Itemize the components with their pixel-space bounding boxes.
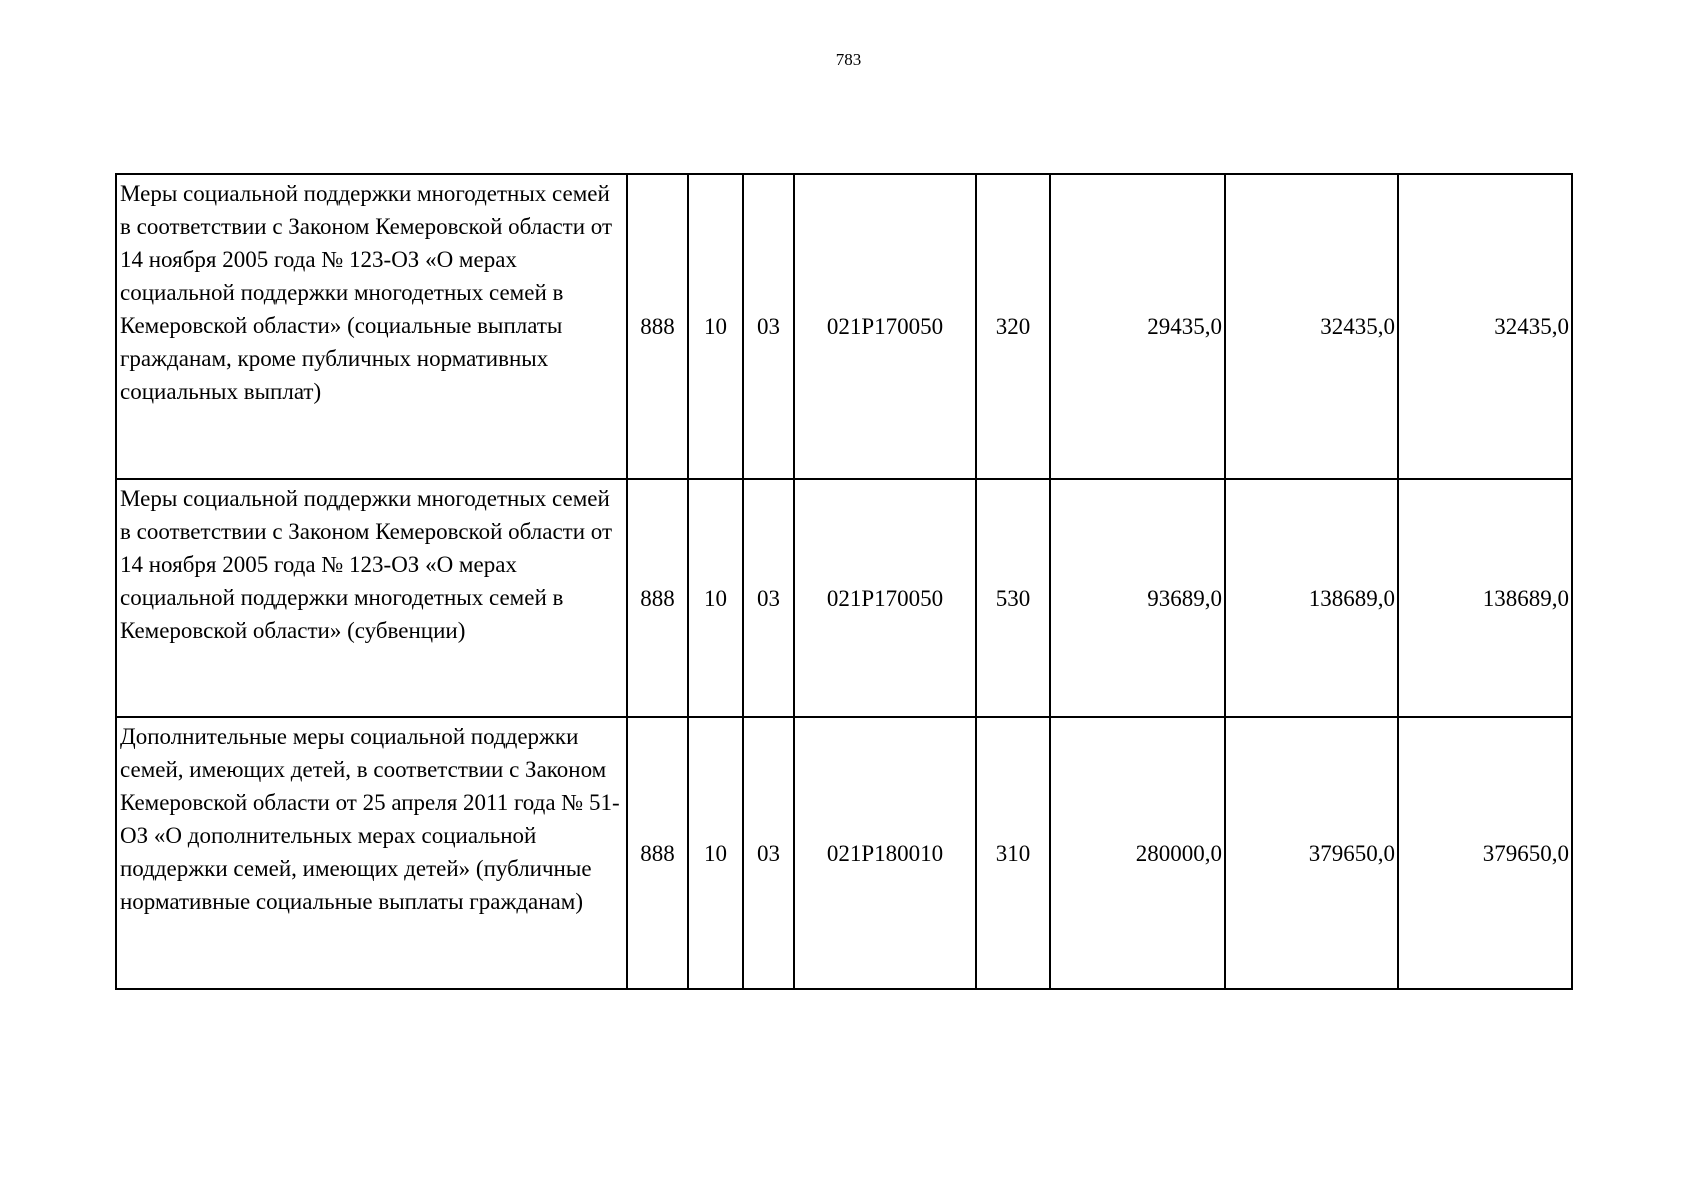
amount-3: 32435,0 — [1398, 174, 1572, 479]
target-article-code: 021P170050 — [794, 479, 976, 717]
amount-2: 32435,0 — [1225, 174, 1398, 479]
amount-3: 138689,0 — [1398, 479, 1572, 717]
amount-1: 280000,0 — [1050, 717, 1225, 989]
expense-type-code: 320 — [976, 174, 1050, 479]
row-description: Меры социальной поддержки многодетных семей в соответствии с Законом Кемеровской области от 14 ноября 2005 года № 123-ОЗ «О мерах социальной поддержки многодетных семей в Кемеровской области» (социальные выплаты гражданам, кроме публичных нормативных социальных выплат) — [116, 174, 627, 479]
section-code: 10 — [688, 174, 743, 479]
table-row — [116, 174, 1572, 479]
row-description: Дополнительные меры социальной поддержки семей, имеющих детей, в соответствии с Законом Кемеровской области от 25 апреля 2011 года № 51-ОЗ «О дополнительных мерах социальной поддержки семей, имеющих детей» (публичные нормативные социальные выплаты гражданам) — [116, 717, 627, 989]
expense-type-code: 310 — [976, 717, 1050, 989]
target-article-code: 021P170050 — [794, 174, 976, 479]
expense-type-code: 530 — [976, 479, 1050, 717]
table-row — [116, 717, 1572, 989]
budget-table — [115, 173, 1573, 990]
section-code: 10 — [688, 479, 743, 717]
subsection-code: 03 — [743, 174, 794, 479]
amount-1: 93689,0 — [1050, 479, 1225, 717]
amount-1: 29435,0 — [1050, 174, 1225, 479]
section-code: 10 — [688, 717, 743, 989]
target-article-code: 021P180010 — [794, 717, 976, 989]
subsection-code: 03 — [743, 479, 794, 717]
amount-3: 379650,0 — [1398, 717, 1572, 989]
subsection-code: 03 — [743, 717, 794, 989]
row-description: Меры социальной поддержки многодетных семей в соответствии с Законом Кемеровской области от 14 ноября 2005 года № 123-ОЗ «О мерах социальной поддержки многодетных семей в Кемеровской области» (субвенции) — [116, 479, 627, 717]
amount-2: 138689,0 — [1225, 479, 1398, 717]
ministry-code: 888 — [627, 174, 688, 479]
table-row — [116, 479, 1572, 717]
ministry-code: 888 — [627, 717, 688, 989]
ministry-code: 888 — [627, 479, 688, 717]
amount-2: 379650,0 — [1225, 717, 1398, 989]
page-number: 783 — [835, 50, 862, 69]
